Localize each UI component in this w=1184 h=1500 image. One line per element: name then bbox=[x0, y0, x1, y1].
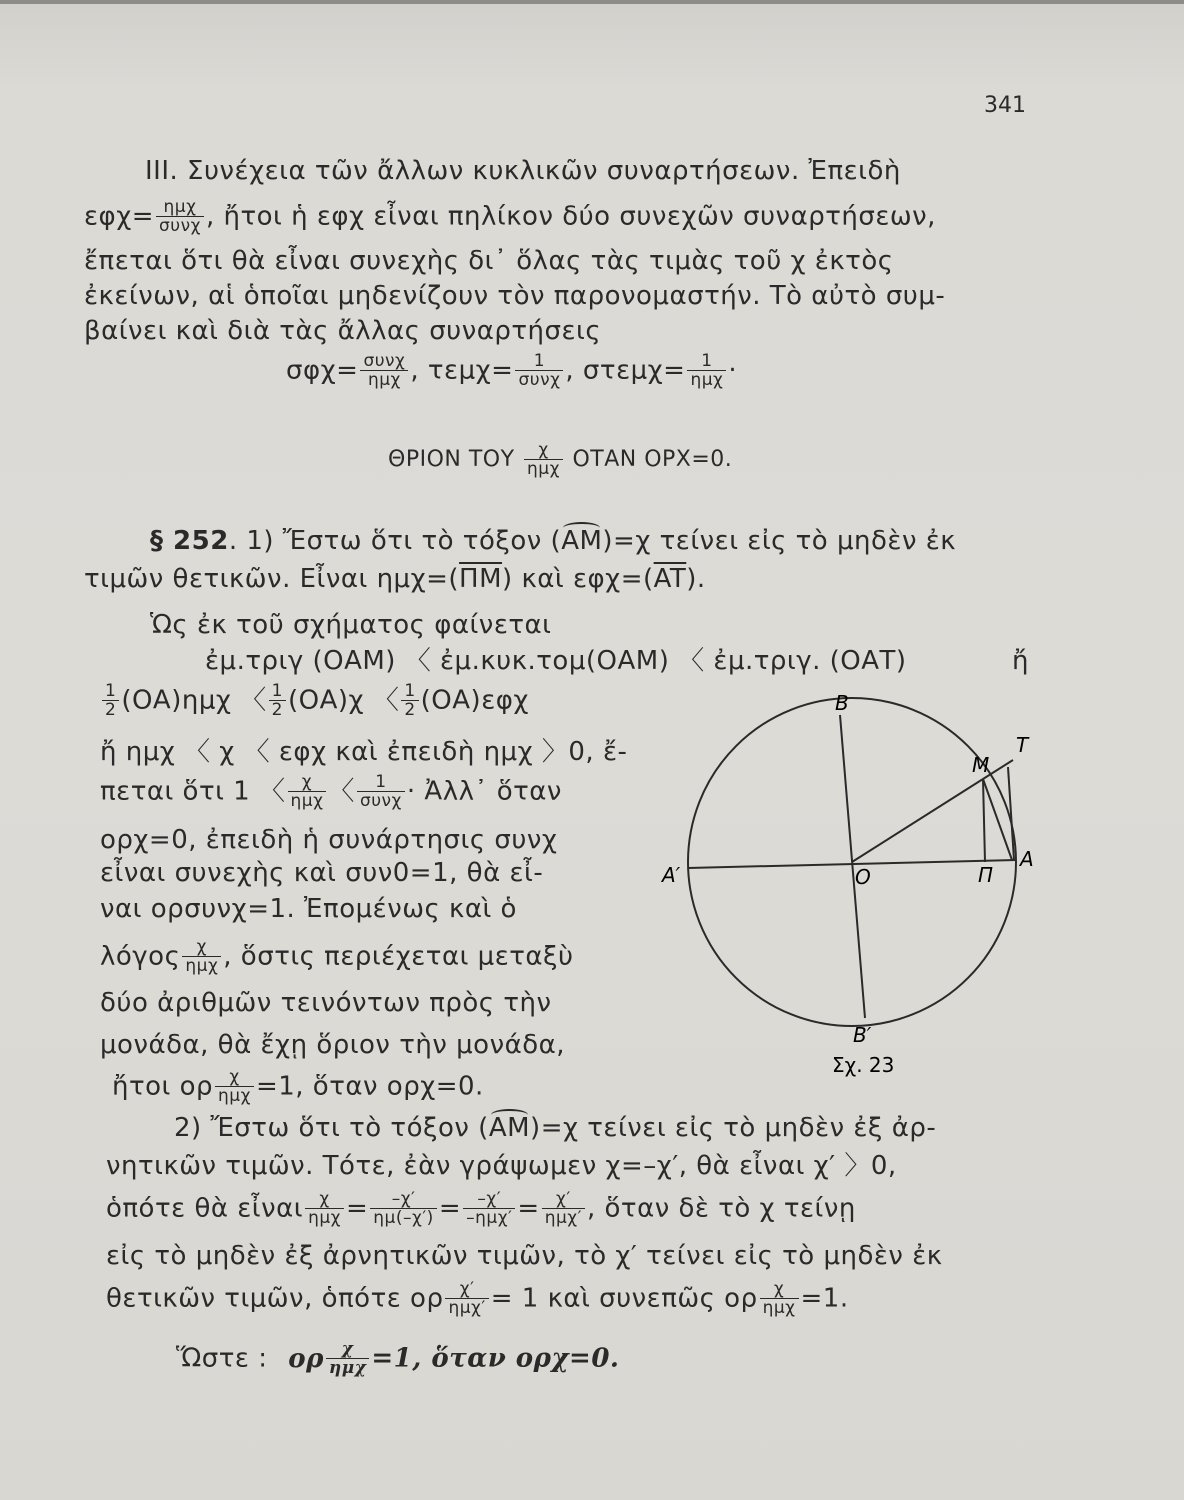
frac-2 bbox=[515, 352, 563, 390]
num: 1 bbox=[515, 352, 563, 371]
l6-d: · bbox=[728, 355, 738, 386]
f-2 bbox=[370, 1190, 437, 1228]
l9-a: τιμῶν θετικῶν. Εἶναι ημχ=( bbox=[84, 564, 460, 594]
den: ημχ bbox=[308, 1208, 341, 1228]
line-9 bbox=[84, 566, 706, 592]
line-11-end: ἤ bbox=[1012, 646, 1029, 676]
line-20: μονάδα, θὰ ἔχῃ ὅριον τὴν μονάδα, bbox=[100, 1030, 566, 1060]
line-10: Ὡς ἐκ τοῦ σχήματος φαίνεται bbox=[150, 610, 552, 640]
l18-a: λόγος bbox=[100, 941, 181, 972]
l26-a: θετικῶν τιμῶν, ὁπότε ορ bbox=[106, 1283, 444, 1314]
label-a: A bbox=[1020, 847, 1034, 871]
label-b-prime: B′ bbox=[853, 1023, 872, 1047]
l12-b: (ΟΑ)χ 〈 bbox=[288, 685, 400, 716]
l9-b: ) καὶ εφχ=( bbox=[502, 564, 654, 594]
line-22 bbox=[174, 1115, 936, 1141]
num: χ bbox=[326, 1340, 369, 1359]
den: –ημχ′ bbox=[466, 1208, 513, 1228]
l8-b: )=χ τείνει εἰς τὸ μηδὲν ἐκ bbox=[602, 526, 957, 556]
line-17: ναι ορσυνχ=1. Ἐπομένως καὶ ὁ bbox=[100, 894, 517, 924]
line-4: ἐκείνων, αἱ ὁποῖαι μηδενίζουν τὸν παρονομαστήν. Τὸ αὐτὸ συμ- bbox=[84, 281, 946, 311]
num: χ bbox=[215, 1068, 254, 1087]
radius-om bbox=[852, 779, 983, 862]
num: χ bbox=[305, 1190, 344, 1209]
label-a-prime: A′ bbox=[662, 863, 681, 887]
line-8 bbox=[150, 528, 956, 554]
section-number: § 252 bbox=[150, 526, 229, 556]
den: ημ(–χ′) bbox=[373, 1208, 434, 1228]
num: 1 bbox=[269, 682, 286, 701]
num: 1 bbox=[357, 773, 405, 792]
den: ημχ bbox=[290, 791, 324, 811]
seg-pm: $\overline{\Pi M}$ bbox=[459, 564, 503, 594]
den: ημχ bbox=[328, 1358, 367, 1378]
segment-mp bbox=[983, 779, 985, 862]
num: –χ′ bbox=[463, 1190, 515, 1209]
den: ημχ bbox=[367, 370, 401, 390]
l26-b: = 1 καὶ συνεπῶς ορ bbox=[490, 1283, 758, 1314]
line-5: βαίνει καὶ διὰ τὰς ἄλλας συναρτήσεις bbox=[84, 316, 602, 346]
l21-a: ἤτοι ορ bbox=[112, 1071, 214, 1102]
l24-b: , ὅταν δὲ τὸ χ τείνῃ bbox=[586, 1193, 856, 1224]
arc-am-figure bbox=[983, 779, 1012, 860]
num: –χ′ bbox=[370, 1190, 437, 1209]
f-xp bbox=[445, 1280, 488, 1318]
den: ημχ bbox=[762, 1298, 796, 1318]
l27-a: Ὥστε : bbox=[176, 1343, 268, 1374]
l14-c: · Ἀλλ᾿ ὅταν bbox=[406, 776, 562, 807]
line-19: δύο ἀριθμῶν τεινόντων πρὸς τὴν bbox=[100, 988, 552, 1018]
num: 1 bbox=[401, 682, 418, 701]
den: συνχ bbox=[159, 216, 201, 236]
l22-a: 2) Ἔστω ὅτι τὸ τόξον ( bbox=[174, 1113, 489, 1143]
den: ημχ bbox=[218, 1086, 251, 1106]
line-18 bbox=[100, 938, 574, 976]
unit-circle-figure bbox=[650, 690, 1050, 1090]
frac-hmx-synx bbox=[156, 198, 204, 236]
num: χ bbox=[524, 441, 563, 460]
line-2 bbox=[84, 198, 936, 236]
label-b: B bbox=[835, 691, 849, 715]
l14-a: πεται ὅτι 1 〈 bbox=[100, 776, 286, 807]
figure-caption: Σχ. 23 bbox=[832, 1053, 895, 1077]
half-1 bbox=[102, 682, 119, 720]
heading-b: ΟΤΑΝ ΟΡΧ=0. bbox=[572, 447, 733, 472]
eq-1: = bbox=[345, 1193, 369, 1224]
l9-c: ). bbox=[686, 564, 706, 594]
num: χ bbox=[288, 773, 327, 792]
heading-frac bbox=[524, 441, 563, 479]
line-16: εἶναι συνεχὴς καὶ συν0=1, θὰ εἶ- bbox=[100, 858, 544, 888]
frac-1-synx bbox=[357, 773, 405, 811]
l14-b: 〈 bbox=[328, 776, 355, 807]
half-3 bbox=[401, 682, 418, 720]
den: ημχ bbox=[527, 459, 560, 479]
frac-x-hmx bbox=[288, 773, 327, 811]
f-4 bbox=[542, 1190, 585, 1228]
line-6 bbox=[286, 352, 737, 390]
den: ημχ′ bbox=[544, 1208, 582, 1228]
eq-2: = bbox=[438, 1193, 462, 1224]
l22-b: )=χ τείνει εἰς τὸ μηδὲν ἐξ ἀρ- bbox=[530, 1113, 937, 1143]
label-pi: Π bbox=[978, 863, 994, 887]
den: ημχ bbox=[185, 956, 219, 976]
den: συνχ bbox=[518, 370, 561, 390]
frac-limit bbox=[215, 1068, 254, 1106]
l8-a: . 1) Ἔστω ὅτι τὸ τόξον ( bbox=[228, 526, 562, 556]
frac-3 bbox=[687, 352, 726, 390]
line-3: ἔπεται ὅτι θὰ εἶναι συνεχὴς δι᾿ ὅλας τὰς τιμὰς τοῦ χ ἐκτὸς bbox=[84, 246, 894, 276]
l2-pre: εφχ= bbox=[84, 201, 155, 232]
l2-post: , ἤτοι ἡ εφχ εἶναι πηλίκον δύο συνεχῶν συναρτήσεων, bbox=[205, 201, 936, 232]
num: χ bbox=[182, 938, 221, 957]
line-26 bbox=[106, 1280, 849, 1318]
frac-1 bbox=[360, 352, 408, 390]
line-1: III. Συνέχεια τῶν ἄλλων κυκλικῶν συναρτήσεων. Ἐπειδὴ bbox=[145, 156, 901, 186]
l18-b: , ὅστις περιέχεται μεταξὺ bbox=[223, 941, 574, 972]
label-o: O bbox=[855, 865, 871, 889]
frac-logos bbox=[182, 938, 221, 976]
line-21 bbox=[112, 1068, 484, 1106]
num: ημχ bbox=[156, 198, 204, 217]
num: 1 bbox=[687, 352, 726, 371]
l6-c: , στεμχ= bbox=[565, 355, 686, 386]
arc-am-2: AM bbox=[488, 1113, 531, 1143]
l24-a: ὁπότε θὰ εἶναι bbox=[106, 1193, 304, 1224]
l27-c: =1, ὅταν ορχ=0. bbox=[371, 1343, 620, 1374]
den: συνχ bbox=[359, 791, 402, 811]
line-15: ορχ=0, ἐπειδὴ ἡ συνάρτησις συνχ bbox=[100, 825, 558, 855]
page-number: 341 bbox=[984, 93, 1026, 118]
heading-a: ΘΡΙΟΝ ΤΟΥ bbox=[388, 447, 515, 472]
l12-c: (ΟΑ)εφχ bbox=[420, 685, 529, 716]
num: συνχ bbox=[360, 352, 408, 371]
section-heading bbox=[388, 441, 732, 479]
label-m: M bbox=[972, 753, 990, 777]
line-23: νητικῶν τιμῶν. Τότε, ἐὰν γράψωμεν χ=–χ′, θὰ εἶναι χ′ 〉0, bbox=[106, 1151, 897, 1181]
line-13: ἤ ημχ 〈 χ 〈 εφχ καὶ ἐπειδὴ ημχ 〉0, ἔ- bbox=[100, 737, 628, 767]
line-25: εἰς τὸ μηδὲν ἐξ ἀρνητικῶν τιμῶν, τὸ χ′ τείνει εἰς τὸ μηδὲν ἐκ bbox=[106, 1241, 943, 1271]
label-t: T bbox=[1016, 733, 1029, 757]
l12-a: (ΟΑ)ημχ 〈 bbox=[121, 685, 267, 716]
half-2 bbox=[269, 682, 286, 720]
eq-3: = bbox=[517, 1193, 540, 1224]
num: 1 bbox=[102, 682, 119, 701]
line-11: ἐμ.τριγ (ΟΑΜ) 〈 ἐμ.κυκ.τομ(ΟΑΜ) 〈 ἐμ.τριγ. (ΟΑΤ) bbox=[205, 646, 907, 676]
line-12 bbox=[100, 682, 529, 720]
l6-b: , τεμχ= bbox=[410, 355, 514, 386]
den: 2 bbox=[105, 700, 117, 720]
den: ημχ′ bbox=[448, 1298, 486, 1318]
l26-c: =1. bbox=[800, 1283, 849, 1314]
f-3 bbox=[463, 1190, 515, 1228]
num: χ bbox=[760, 1280, 799, 1299]
f-x-hmx bbox=[305, 1190, 344, 1228]
arc-am: AM bbox=[561, 526, 603, 556]
den: ημχ bbox=[690, 370, 724, 390]
f-final bbox=[326, 1340, 369, 1378]
l6-a: σφχ= bbox=[286, 355, 359, 386]
seg-at: $\overline{AT}$ bbox=[653, 564, 687, 594]
num: χ′ bbox=[542, 1190, 585, 1209]
line-14 bbox=[100, 773, 562, 811]
l21-b: =1, ὅταν ορχ=0. bbox=[255, 1071, 484, 1102]
l27-b: ορ bbox=[288, 1343, 324, 1374]
den: 2 bbox=[271, 700, 283, 720]
line-27 bbox=[176, 1340, 619, 1378]
line-24 bbox=[106, 1190, 856, 1228]
num: χ′ bbox=[445, 1280, 488, 1299]
top-edge bbox=[0, 0, 1184, 4]
f-x bbox=[760, 1280, 799, 1318]
den: 2 bbox=[404, 700, 416, 720]
